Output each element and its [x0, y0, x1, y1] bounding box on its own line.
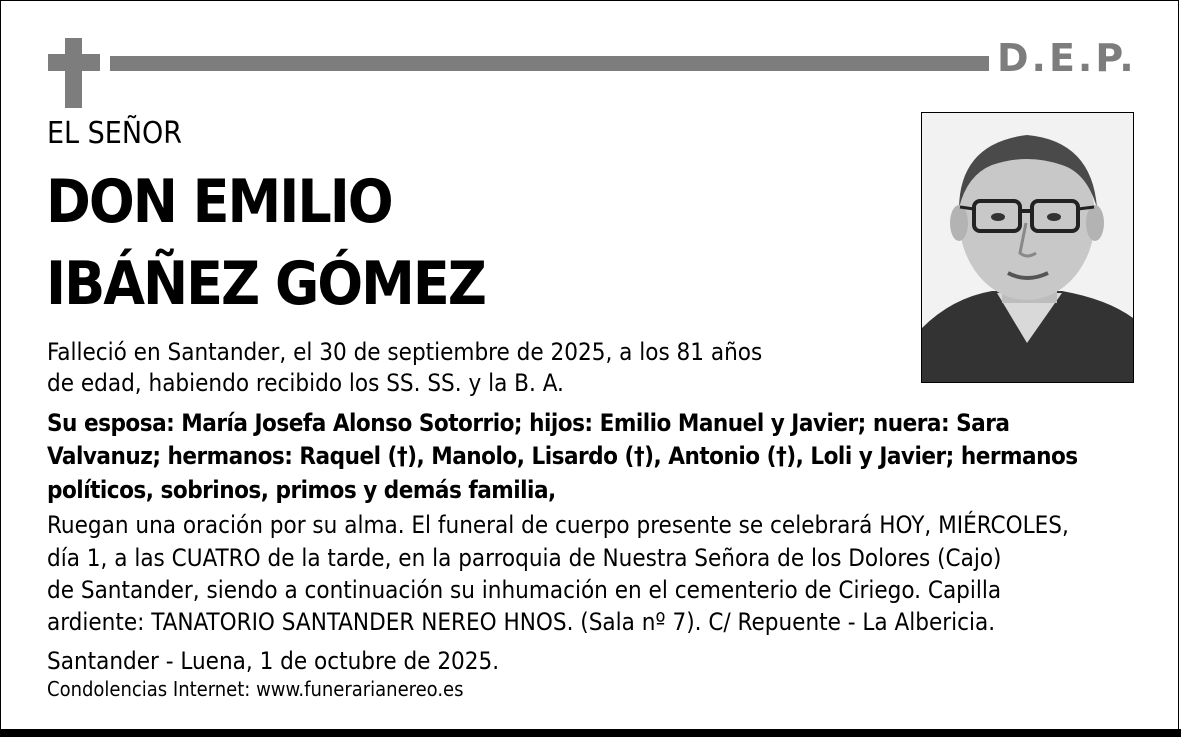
death-notice-line: Falleció en Santander, el 30 de septiembre de 2025, a los 81 años	[47, 338, 763, 366]
funeral-line: ardiente: TANATORIO SANTANDER NEREO HNOS. (Sala nº 7). C/ Repuente - La Albericia.	[47, 608, 996, 636]
place-date: Santander - Luena, 1 de octubre de 2025.	[47, 647, 500, 675]
funeral-line: día 1, a las CUATRO de la tarde, en la parroquia de Nuestra Señora de los Dolores (Cajo)	[47, 544, 1002, 572]
dep-label: D.E.P.	[997, 36, 1137, 80]
title-prefix: EL SEÑOR	[47, 116, 183, 151]
family-line: Su esposa: María Josefa Alonso Sotorrio; hijos: Emilio Manuel y Javier; nuera: Sara	[47, 409, 1010, 437]
deceased-photo	[921, 112, 1134, 383]
bottom-rule	[0, 729, 1181, 737]
funeral-line: de Santander, siendo a continuación su inhumación en el cementerio de Ciriego. Capilla	[47, 576, 1002, 604]
death-notice-line: de edad, habiendo recibido los SS. SS. y la B. A.	[47, 369, 564, 397]
condolences-line: Condolencias Internet: www.funerarianereo.es	[47, 677, 464, 701]
cross-icon	[48, 38, 100, 108]
family-line: Valvanuz; hermanos: Raquel (†), Manolo, Lisardo (†), Antonio (†), Loli y Javier; hermanos	[47, 442, 1078, 470]
family-line: políticos, sobrinos, primos y demás familia,	[47, 476, 556, 504]
deceased-name-line2: IBÁÑEZ GÓMEZ	[46, 249, 485, 319]
funeral-line: Ruegan una oración por su alma. El funeral de cuerpo presente se celebrará HOY, MIÉRCOLES,	[47, 511, 1069, 539]
header-rule	[110, 56, 989, 71]
deceased-name-line1: DON EMILIO	[46, 167, 392, 237]
